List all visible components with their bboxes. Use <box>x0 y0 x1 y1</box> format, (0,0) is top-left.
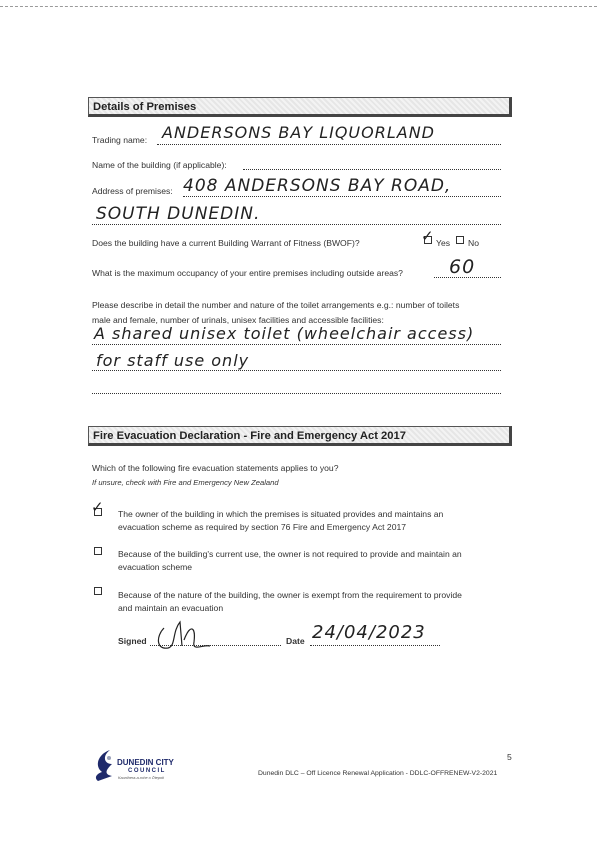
council-emblem-icon <box>90 748 116 782</box>
address-label: Address of premises: <box>92 186 173 196</box>
fire-option-2-line2: evacuation scheme <box>118 562 193 572</box>
trading-name-line <box>157 144 501 145</box>
premises-section-title: Details of Premises <box>93 101 197 113</box>
date-value[interactable]: 24/04/2023 <box>312 622 426 643</box>
date-label: Date <box>286 636 305 646</box>
fire-option-3-line2: and maintain an evacuation <box>118 603 224 613</box>
fire-hint: If unsure, check with Fire and Emergency New Zealand <box>92 478 279 487</box>
fire-section-title: Fire Evacuation Declaration - Fire and Emergency Act 2017 <box>93 430 406 442</box>
toilet-answer-line-1 <box>92 344 501 345</box>
address-value-line1[interactable]: 408 ANDERSONS BAY ROAD, <box>183 176 452 196</box>
footer-form-id: Dunedin DLC – Off Licence Renewal Application - DDLC-OFFRENEW-V2-2021 <box>258 770 498 777</box>
occupancy-value[interactable]: 60 <box>449 256 476 278</box>
trading-name-value[interactable]: ANDERSONS BAY LIQUORLAND <box>162 123 435 142</box>
page-top-border <box>0 6 597 7</box>
toilet-question-line1: Please describe in detail the number and nature of the toilet arrangements e.g.: number of toilets <box>92 300 460 310</box>
fire-option-1-line2: evacuation scheme as required by section 76 Fire and Emergency Act 2017 <box>118 522 407 532</box>
fire-section-header <box>88 426 512 446</box>
toilet-question-line2: male and female, number of urinals, unisex facilities and accessible facilities: <box>92 315 384 325</box>
trading-name-label: Trading name: <box>92 135 148 145</box>
toilet-answer-line1[interactable]: A shared unisex toilet (wheelchair access) <box>94 324 475 343</box>
toilet-answer-line2[interactable]: for staff use only <box>96 351 250 370</box>
toilet-answer-line-2 <box>92 370 501 371</box>
building-name-label: Name of the building (if applicable): <box>92 160 227 170</box>
bwof-no-checkbox[interactable] <box>456 236 464 244</box>
logo-tagline: Kaunihera-a-rohe o Ōtepoti <box>118 776 165 780</box>
signed-label: Signed <box>118 636 147 646</box>
bwof-yes-label: Yes <box>436 238 451 248</box>
fire-question: Which of the following fire evacuation statements applies to you? <box>92 463 339 473</box>
address-line-2 <box>92 224 501 225</box>
bwof-no-label: No <box>468 238 479 248</box>
logo-line2: COUNCIL <box>128 768 166 774</box>
logo-line1: DUNEDIN CITY <box>117 758 174 767</box>
signature <box>150 610 220 655</box>
premises-section-header <box>88 97 512 117</box>
occupancy-question: What is the maximum occupancy of your entire premises including outside areas? <box>92 268 403 278</box>
building-name-line[interactable] <box>243 169 501 170</box>
bwof-yes-tick: ✓ <box>421 227 435 245</box>
toilet-answer-line-3[interactable] <box>92 393 501 394</box>
address-line-1 <box>183 196 501 197</box>
bwof-question: Does the building have a current Building Warrant of Fitness (BWOF)? <box>92 238 360 248</box>
fire-option-1-line1: The owner of the building in which the premises is situated provides and maintains an <box>118 509 444 519</box>
fire-option-2-line1: Because of the building's current use, the owner is not required to provide and maintain an <box>118 549 462 559</box>
fire-option-3-checkbox[interactable] <box>94 587 102 595</box>
fire-option-2-checkbox[interactable] <box>94 547 102 555</box>
dunedin-city-council-logo <box>90 748 190 782</box>
page-number: 5 <box>507 752 512 762</box>
fire-option-1-tick: ✓ <box>91 498 105 516</box>
fire-option-3-line1: Because of the nature of the building, the owner is exempt from the requirement to provide <box>118 590 462 600</box>
date-line <box>310 645 440 646</box>
address-value-line2[interactable]: SOUTH DUNEDIN. <box>96 204 261 224</box>
